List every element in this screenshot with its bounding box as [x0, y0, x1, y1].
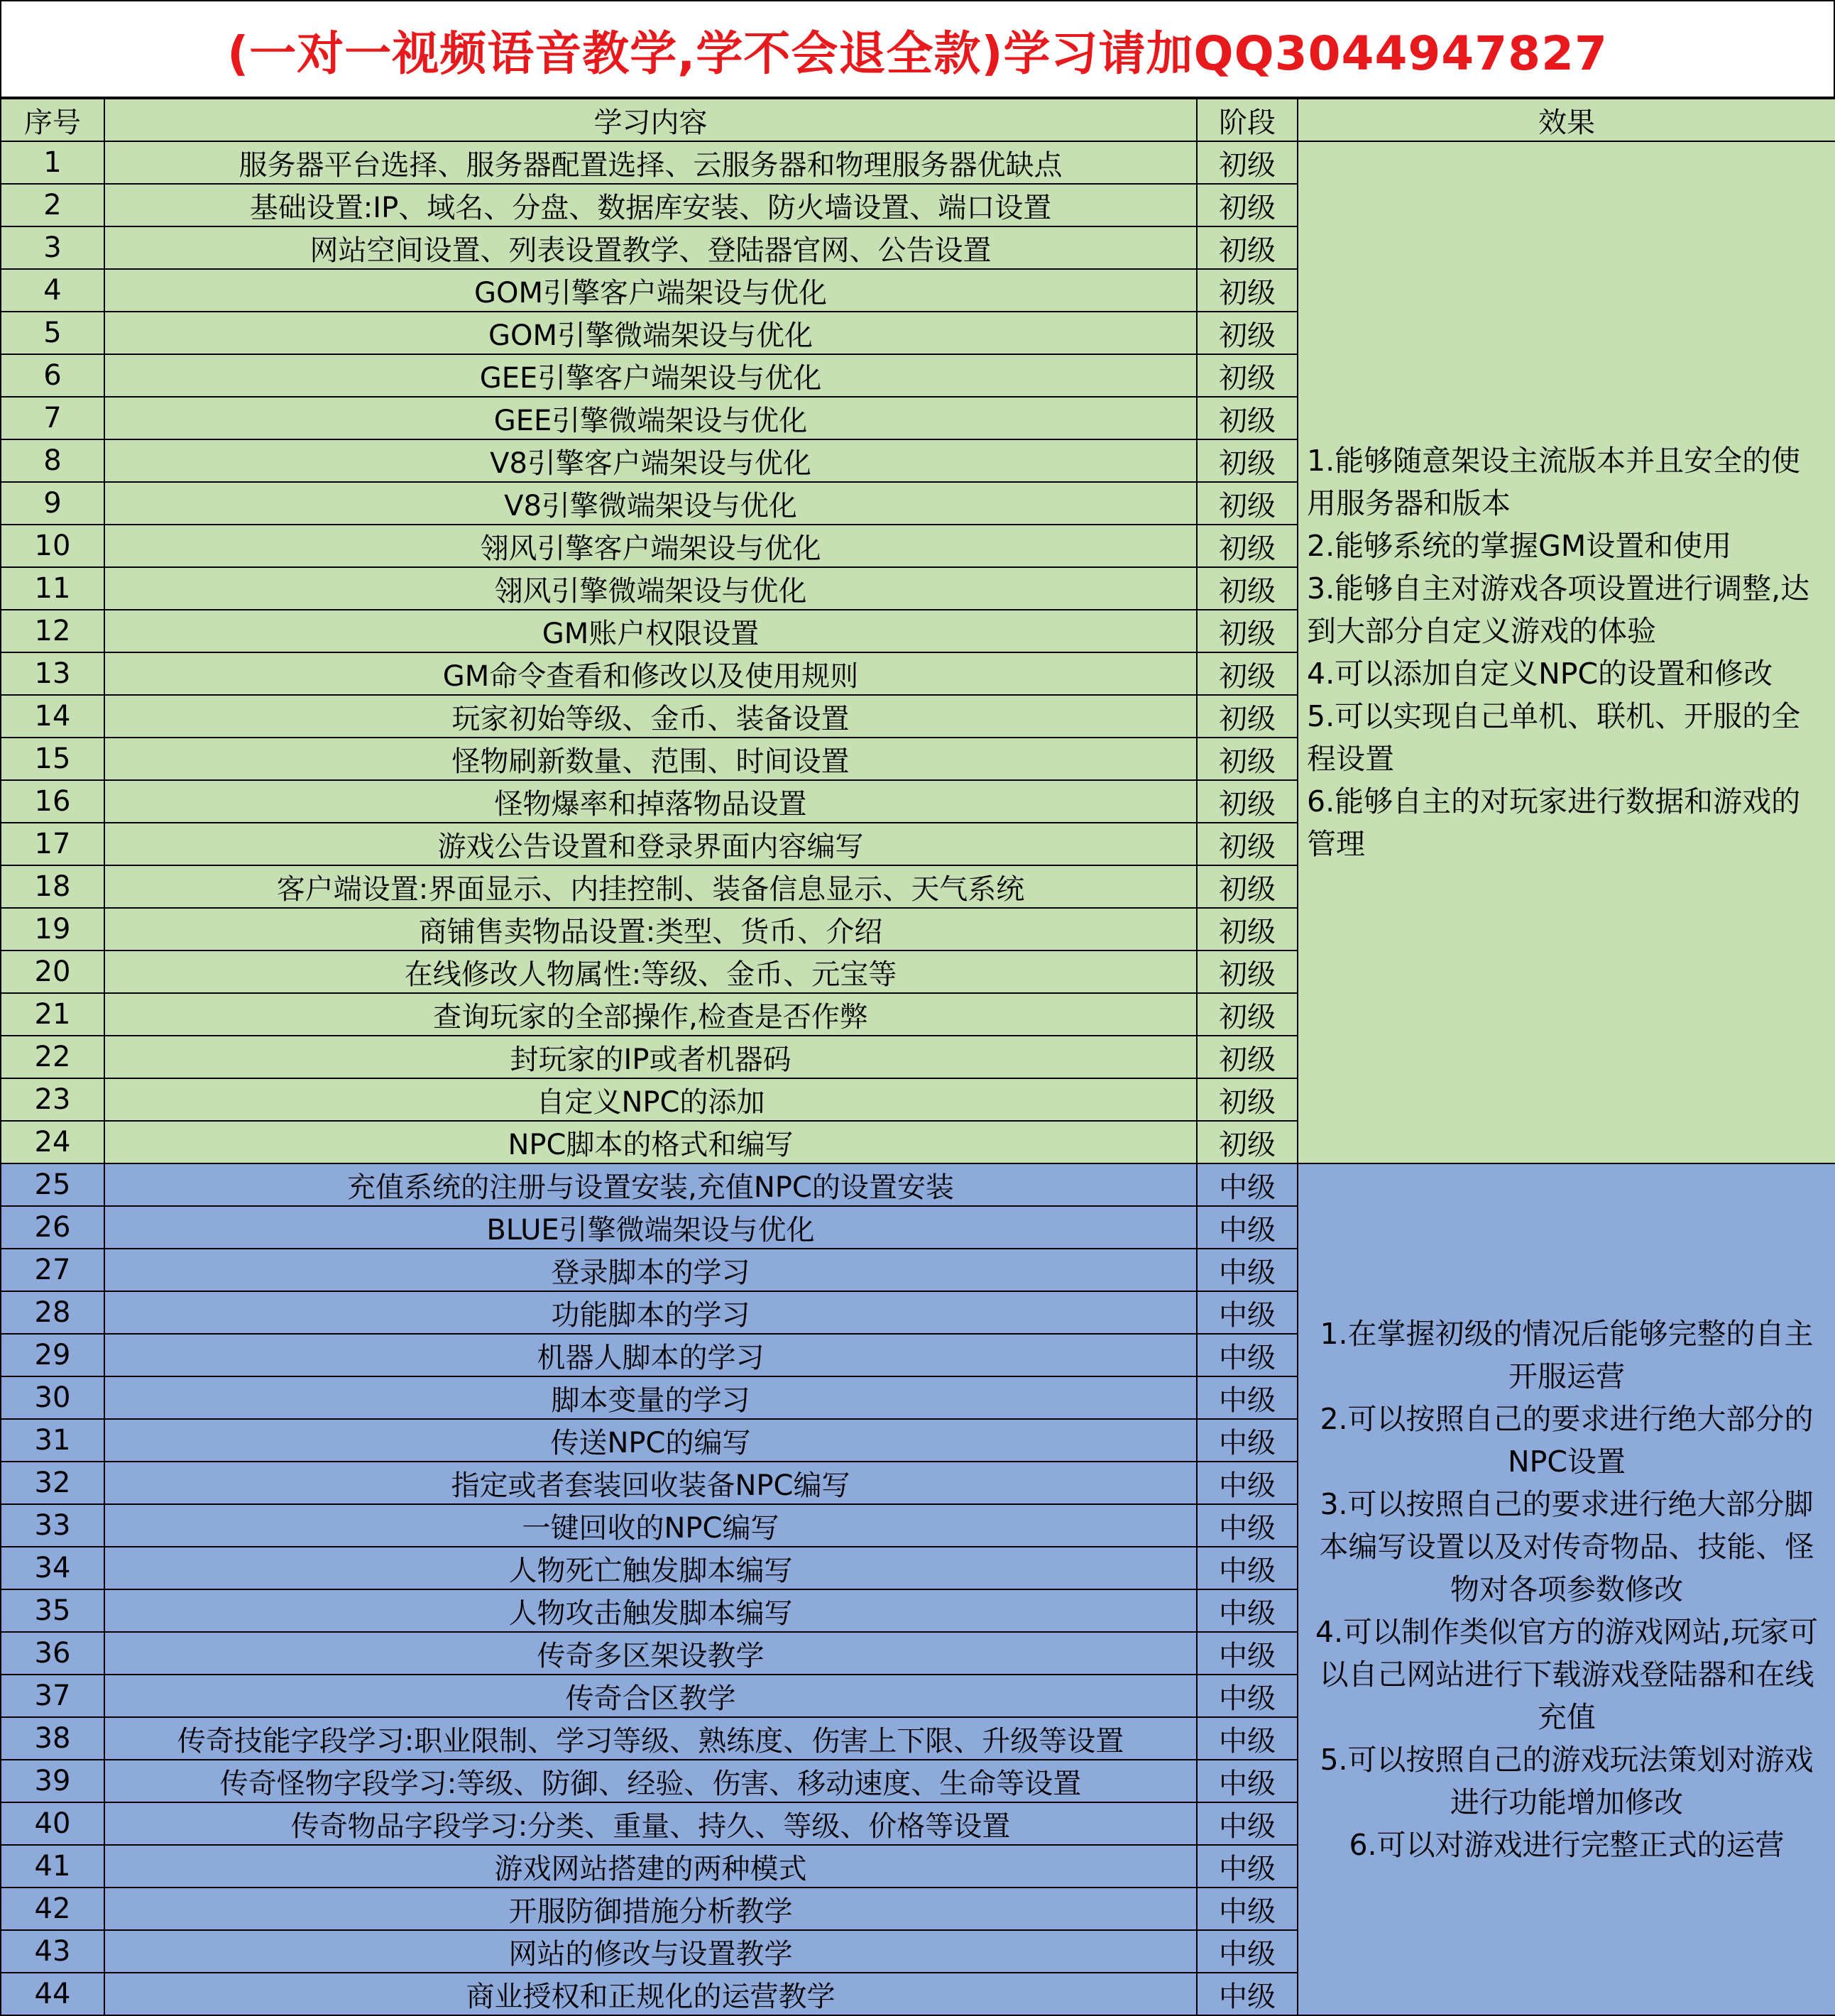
effect-line: 5.可以按照自己的游戏玩法策划对游戏 [1320, 1743, 1814, 1777]
effect-basic-cell [1298, 141, 1835, 1163]
row-stage: 初级 [1197, 226, 1298, 269]
row-stage: 初级 [1197, 482, 1298, 525]
row-content: 服务器平台选择、服务器配置选择、云服务器和物理服务器优缺点 [104, 141, 1197, 184]
row-number: 16 [1, 780, 104, 823]
row-stage: 初级 [1197, 354, 1298, 397]
row-number: 10 [1, 525, 104, 567]
header-effect: 效果 [1298, 99, 1835, 141]
row-stage: 初级 [1197, 738, 1298, 780]
row-stage: 中级 [1197, 1888, 1298, 1930]
effect-line: 6.可以对游戏进行完整正式的运营 [1349, 1828, 1785, 1862]
row-stage: 初级 [1197, 141, 1298, 184]
row-stage: 初级 [1197, 908, 1298, 951]
row-stage: 中级 [1197, 1632, 1298, 1675]
effect-line: 5.可以实现自己单机、联机、开服的全 [1307, 699, 1801, 733]
row-number: 24 [1, 1121, 104, 1163]
row-content: 开服防御措施分析教学 [104, 1888, 1197, 1930]
row-number: 3 [1, 226, 104, 269]
row-content: 翎风引擎客户端架设与优化 [104, 525, 1197, 567]
row-content: NPC脚本的格式和编写 [104, 1121, 1197, 1163]
row-content: 充值系统的注册与设置安装,充值NPC的设置安装 [104, 1163, 1197, 1206]
row-content: GOM引擎客户端架设与优化 [104, 269, 1197, 312]
row-stage: 初级 [1197, 823, 1298, 865]
row-content: 基础设置:IP、域名、分盘、数据库安装、防火墙设置、端口设置 [104, 184, 1197, 226]
row-stage: 中级 [1197, 1376, 1298, 1419]
row-stage: 中级 [1197, 1675, 1298, 1717]
row-number: 22 [1, 1036, 104, 1078]
row-stage: 中级 [1197, 1334, 1298, 1376]
effect-line: 4.可以添加自定义NPC的设置和修改 [1307, 657, 1773, 691]
row-content: 一键回收的NPC编写 [104, 1504, 1197, 1547]
row-content: 游戏网站搭建的两种模式 [104, 1845, 1197, 1888]
row-content: 封玩家的IP或者机器码 [104, 1036, 1197, 1078]
course-table [0, 98, 1835, 2016]
row-content: 功能脚本的学习 [104, 1291, 1197, 1334]
row-content: GOM引擎微端架设与优化 [104, 312, 1197, 354]
row-number: 26 [1, 1206, 104, 1249]
row-content: 机器人脚本的学习 [104, 1334, 1197, 1376]
row-content: 游戏公告设置和登录界面内容编写 [104, 823, 1197, 865]
row-stage: 中级 [1197, 1419, 1298, 1462]
effect-line: 2.可以按照自己的要求进行绝大部分的 [1320, 1402, 1814, 1436]
row-stage: 初级 [1197, 269, 1298, 312]
row-stage: 初级 [1197, 865, 1298, 908]
row-number: 34 [1, 1547, 104, 1589]
row-number: 36 [1, 1632, 104, 1675]
row-stage: 初级 [1197, 951, 1298, 993]
row-stage: 初级 [1197, 184, 1298, 226]
row-number: 14 [1, 695, 104, 738]
row-content: 怪物刷新数量、范围、时间设置 [104, 738, 1197, 780]
row-number: 28 [1, 1291, 104, 1334]
row-stage: 初级 [1197, 610, 1298, 652]
row-content: 指定或者套装回收装备NPC编写 [104, 1462, 1197, 1504]
row-content: GM命令查看和修改以及使用规则 [104, 652, 1197, 695]
row-number: 39 [1, 1760, 104, 1802]
row-number: 7 [1, 397, 104, 439]
row-content: 传奇技能字段学习:职业限制、学习等级、熟练度、伤害上下限、升级等设置 [104, 1717, 1197, 1760]
row-number: 38 [1, 1717, 104, 1760]
row-content: 传送NPC的编写 [104, 1419, 1197, 1462]
row-number: 18 [1, 865, 104, 908]
row-number: 31 [1, 1419, 104, 1462]
row-stage: 中级 [1197, 1973, 1298, 2015]
row-content: 商铺售卖物品设置:类型、货币、介绍 [104, 908, 1197, 951]
row-stage: 中级 [1197, 1291, 1298, 1334]
row-stage: 初级 [1197, 652, 1298, 695]
row-number: 23 [1, 1078, 104, 1121]
row-stage: 中级 [1197, 1163, 1298, 1206]
row-number: 44 [1, 1973, 104, 2015]
row-number: 19 [1, 908, 104, 951]
row-content: BLUE引擎微端架设与优化 [104, 1206, 1197, 1249]
row-stage: 中级 [1197, 1930, 1298, 1973]
row-content: 查询玩家的全部操作,检查是否作弊 [104, 993, 1197, 1036]
row-number: 12 [1, 610, 104, 652]
row-number: 21 [1, 993, 104, 1036]
row-number: 41 [1, 1845, 104, 1888]
row-stage: 初级 [1197, 1121, 1298, 1163]
row-stage: 中级 [1197, 1717, 1298, 1760]
row-stage: 中级 [1197, 1504, 1298, 1547]
row-stage: 中级 [1197, 1547, 1298, 1589]
row-content: 传奇合区教学 [104, 1675, 1197, 1717]
row-stage: 初级 [1197, 780, 1298, 823]
row-content: GEE引擎客户端架设与优化 [104, 354, 1197, 397]
effect-line: 2.能够系统的掌握GM设置和使用 [1307, 529, 1732, 563]
effect-line: NPC设置 [1507, 1445, 1626, 1479]
row-number: 13 [1, 652, 104, 695]
effect-mid-cell [1298, 1163, 1835, 2015]
row-stage: 初级 [1197, 312, 1298, 354]
effect-line: 本编写设置以及对传奇物品、技能、怪 [1319, 1530, 1814, 1564]
effect-line: 进行功能增加修改 [1450, 1785, 1683, 1819]
row-content: 登录脚本的学习 [104, 1249, 1197, 1291]
row-number: 42 [1, 1888, 104, 1930]
row-stage: 初级 [1197, 1078, 1298, 1121]
effect-line: 物对各项参数修改 [1450, 1572, 1683, 1606]
effect-line: 开服运营 [1508, 1359, 1625, 1393]
row-content: 人物攻击触发脚本编写 [104, 1589, 1197, 1632]
row-stage: 初级 [1197, 1036, 1298, 1078]
row-stage: 初级 [1197, 439, 1298, 482]
row-stage: 初级 [1197, 397, 1298, 439]
row-stage: 中级 [1197, 1206, 1298, 1249]
effect-line: 以自己网站进行下载游戏登陆器和在线 [1319, 1658, 1814, 1692]
row-content: 传奇物品字段学习:分类、重量、持久、等级、价格等设置 [104, 1802, 1197, 1845]
row-number: 32 [1, 1462, 104, 1504]
row-content: 客户端设置:界面显示、内挂控制、装备信息显示、天气系统 [104, 865, 1197, 908]
row-stage: 中级 [1197, 1845, 1298, 1888]
row-stage: 中级 [1197, 1760, 1298, 1802]
row-number: 35 [1, 1589, 104, 1632]
row-content: 网站的修改与设置教学 [104, 1930, 1197, 1973]
row-content: 怪物爆率和掉落物品设置 [104, 780, 1197, 823]
row-number: 15 [1, 738, 104, 780]
row-number: 27 [1, 1249, 104, 1291]
effect-line: 1.能够随意架设主流版本并且安全的使 [1307, 444, 1801, 478]
row-content: 脚本变量的学习 [104, 1376, 1197, 1419]
row-content: 玩家初始等级、金币、装备设置 [104, 695, 1197, 738]
row-number: 43 [1, 1930, 104, 1973]
row-stage: 初级 [1197, 695, 1298, 738]
effect-line: 用服务器和版本 [1307, 486, 1511, 520]
row-number: 20 [1, 951, 104, 993]
effect-line: 4.可以制作类似官方的游戏网站,玩家可 [1315, 1615, 1819, 1649]
row-number: 5 [1, 312, 104, 354]
row-number: 25 [1, 1163, 104, 1206]
row-stage: 中级 [1197, 1802, 1298, 1845]
row-content: 传奇怪物字段学习:等级、防御、经验、伤害、移动速度、生命等设置 [104, 1760, 1197, 1802]
effect-line: 到大部分自定义游戏的体验 [1307, 614, 1656, 648]
row-content: 自定义NPC的添加 [104, 1078, 1197, 1121]
page-title: (一对一视频语音教学,学不会退全款)学习请加QQ3044947827 [0, 0, 1835, 98]
row-content: 传奇多区架设教学 [104, 1632, 1197, 1675]
row-number: 30 [1, 1376, 104, 1419]
row-content: 翎风引擎微端架设与优化 [104, 567, 1197, 610]
row-stage: 中级 [1197, 1462, 1298, 1504]
row-number: 40 [1, 1802, 104, 1845]
row-content: GM账户权限设置 [104, 610, 1197, 652]
row-stage: 中级 [1197, 1589, 1298, 1632]
row-content: V8引擎微端架设与优化 [104, 482, 1197, 525]
row-stage: 初级 [1197, 525, 1298, 567]
row-stage: 初级 [1197, 993, 1298, 1036]
row-number: 6 [1, 354, 104, 397]
row-number: 4 [1, 269, 104, 312]
effect-line: 3.能够自主对游戏各项设置进行调整,达 [1307, 571, 1810, 606]
row-content: GEE引擎微端架设与优化 [104, 397, 1197, 439]
row-content: 在线修改人物属性:等级、金币、元宝等 [104, 951, 1197, 993]
row-content: V8引擎客户端架设与优化 [104, 439, 1197, 482]
row-number: 8 [1, 439, 104, 482]
row-number: 29 [1, 1334, 104, 1376]
table-row [1, 141, 1835, 184]
row-number: 37 [1, 1675, 104, 1717]
header-stage: 阶段 [1197, 99, 1298, 141]
table-row [1, 1163, 1835, 1206]
row-content: 人物死亡触发脚本编写 [104, 1547, 1197, 1589]
effect-line: 管理 [1307, 827, 1365, 861]
row-stage: 初级 [1197, 567, 1298, 610]
effect-line: 程设置 [1307, 742, 1394, 776]
row-content: 网站空间设置、列表设置教学、登陆器官网、公告设置 [104, 226, 1197, 269]
header-content: 学习内容 [104, 99, 1197, 141]
row-number: 9 [1, 482, 104, 525]
row-number: 33 [1, 1504, 104, 1547]
row-number: 11 [1, 567, 104, 610]
header-no: 序号 [1, 99, 104, 141]
effect-line: 1.在掌握初级的情况后能够完整的自主 [1320, 1317, 1814, 1351]
row-content: 商业授权和正规化的运营教学 [104, 1973, 1197, 2015]
row-number: 17 [1, 823, 104, 865]
effect-line: 6.能够自主的对玩家进行数据和游戏的 [1307, 784, 1801, 818]
row-number: 1 [1, 141, 104, 184]
row-stage: 中级 [1197, 1249, 1298, 1291]
header-row [1, 99, 1835, 141]
effect-line: 充值 [1538, 1700, 1596, 1734]
row-number: 2 [1, 184, 104, 226]
effect-line: 3.可以按照自己的要求进行绝大部分脚 [1320, 1487, 1814, 1521]
